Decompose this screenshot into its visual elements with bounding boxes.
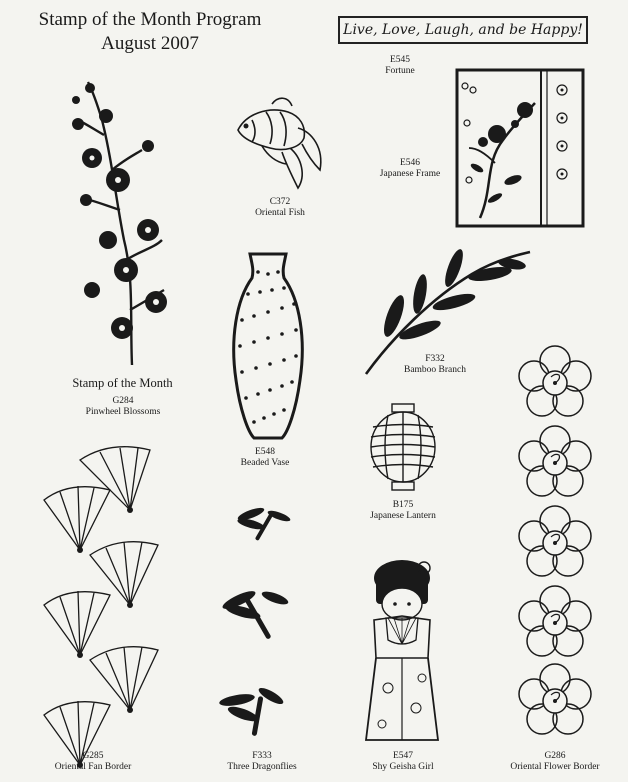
caption-japanese-frame	[365, 158, 455, 180]
caption-oriental-fan-border	[43, 751, 143, 773]
caption-shy-geisha-girl	[358, 751, 448, 773]
stamp-name: Shy Geisha Girl	[372, 762, 434, 772]
caption-pinwheel-blossoms	[73, 396, 173, 418]
caption-japanese-lantern	[363, 500, 443, 522]
banner-stamp: Live, Love, Laugh, and be Happy!	[338, 16, 588, 44]
oriental-fish-image	[232, 92, 332, 192]
stamp-code: G285	[82, 751, 104, 761]
stamp-code: C372	[269, 197, 291, 207]
stamp-name: Oriental Fish	[255, 208, 305, 218]
title-line-2: August 2007	[101, 33, 199, 54]
stamp-of-the-month-label: Stamp of the Month	[72, 376, 173, 390]
stamp-name: Oriental Fan Border	[54, 762, 132, 772]
oriental-fan-border-image	[40, 440, 160, 770]
caption-three-dragonflies	[217, 751, 307, 773]
stamp-name: Bamboo Branch	[403, 365, 466, 375]
caption-oriental-flower-border	[500, 751, 610, 773]
stamp-code: B175	[392, 500, 414, 510]
page-title	[20, 8, 280, 56]
stamp-name: Japanese Frame	[379, 169, 441, 179]
stamp-code: E547	[392, 751, 414, 761]
pinwheel-blossoms-image	[62, 80, 182, 370]
stamp-name: Fortune	[385, 66, 415, 76]
caption-beaded-vase	[225, 447, 305, 469]
stamp-code: F332	[425, 354, 445, 364]
caption-bamboo-branch	[395, 354, 475, 376]
stamp-code: G284	[112, 396, 134, 406]
stamp-name: Three Dragonflies	[227, 762, 297, 772]
stamp-name: Japanese Lantern	[370, 511, 436, 521]
stamp-code: E548	[254, 447, 276, 457]
stamp-code: F333	[252, 751, 272, 761]
caption-fortune	[355, 55, 445, 77]
beaded-vase-image	[218, 250, 318, 442]
japanese-lantern-image	[368, 402, 438, 492]
stamp-name: Beaded Vase	[240, 458, 290, 468]
oriental-flower-border-image	[512, 343, 598, 741]
three-dragonflies-image	[215, 500, 310, 745]
japanese-frame-image	[455, 68, 585, 228]
stamp-code: E545	[389, 55, 411, 65]
stamp-code: E546	[399, 158, 421, 168]
stamp-name: Oriental Flower Border	[510, 762, 600, 772]
stamp-name: Pinwheel Blossoms	[85, 407, 161, 417]
stamp-code: G286	[544, 751, 566, 761]
caption-oriental-fish	[235, 197, 325, 219]
shy-geisha-girl-image	[352, 558, 452, 744]
title-line-1: Stamp of the Month Program	[38, 9, 262, 30]
